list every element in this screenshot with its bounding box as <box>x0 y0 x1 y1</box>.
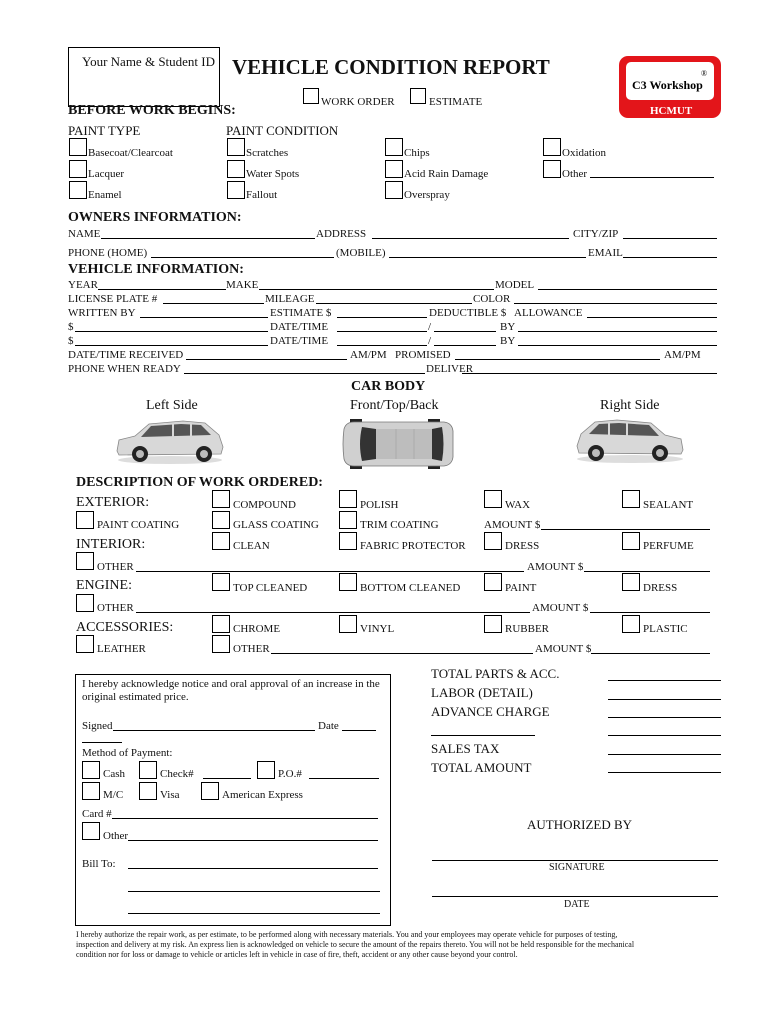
model-field[interactable] <box>538 289 717 290</box>
fallout-checkbox[interactable] <box>227 181 245 199</box>
owner-name-field[interactable] <box>101 238 315 239</box>
vehicle-heading: VEHICLE INFORMATION: <box>68 262 244 277</box>
oxidation-label: Oxidation <box>562 147 606 159</box>
engine-dress-label: DRESS <box>643 582 678 594</box>
left-side-label: Left Side <box>146 398 198 413</box>
engine-paint-checkbox[interactable] <box>484 573 502 591</box>
oxidation-checkbox[interactable] <box>543 138 561 156</box>
mobile-label: (MOBILE) <box>336 247 386 259</box>
work-order-checkbox[interactable] <box>303 88 319 104</box>
ack-date-field[interactable] <box>342 730 376 731</box>
po-label: P.O.# <box>278 768 302 780</box>
plastic-checkbox[interactable] <box>622 615 640 633</box>
method-payment-label: Method of Payment: <box>82 747 173 759</box>
phone-ready-label: PHONE WHEN READY <box>68 363 181 375</box>
year-label: YEAR <box>68 279 98 291</box>
datetime-field-1b[interactable] <box>434 331 496 332</box>
scratches-checkbox[interactable] <box>227 138 245 156</box>
amex-checkbox[interactable] <box>201 782 219 800</box>
work-order-label: WORK ORDER <box>321 96 395 108</box>
basecoat-label: Basecoat/Clearcoat <box>88 147 173 159</box>
promised-ampm: AM/PM <box>664 349 701 361</box>
acid-rain-checkbox[interactable] <box>385 160 403 178</box>
engine-other-field[interactable] <box>136 612 530 613</box>
mc-checkbox[interactable] <box>82 782 100 800</box>
po-checkbox[interactable] <box>257 761 275 779</box>
estimate-amount-field[interactable] <box>337 317 427 318</box>
footer-text-line2: inspection and delivery at my risk. An express lien is acknowledged on vehicle to secure the amount of the repairs thereto. You will not be held responsible for the mechanical <box>76 940 635 949</box>
basecoat-checkbox[interactable] <box>69 138 87 156</box>
ack-date-label: Date <box>318 720 339 732</box>
top-cleaned-checkbox[interactable] <box>212 573 230 591</box>
logo-text: C3 Workshop <box>632 78 703 92</box>
total-parts-label: TOTAL PARTS & ACC. <box>431 666 560 681</box>
bill-to-label: Bill To: <box>82 858 116 870</box>
rubber-label: RUBBER <box>505 623 550 635</box>
by-label-1: BY <box>500 321 516 333</box>
glass-coating-checkbox[interactable] <box>212 511 230 529</box>
top-cleaned-label: TOP CLEANED <box>233 582 308 594</box>
footer-text-line3: condition nor for loss or damage to vehicle or articles left in vehicle in case of fire, theft, accident or any other cause beyond your control. <box>76 950 518 959</box>
other-paint-field[interactable] <box>590 177 714 178</box>
make-label: MAKE <box>226 279 259 291</box>
sealant-label: SEALANT <box>643 499 694 511</box>
before-work-heading: BEFORE WORK BEGINS: <box>68 103 236 118</box>
engine-amount-field[interactable] <box>590 612 710 613</box>
total-amount-label: TOTAL AMOUNT <box>431 760 532 775</box>
phone-ready-field[interactable] <box>184 373 425 374</box>
check-checkbox[interactable] <box>139 761 157 779</box>
fabric-protector-checkbox[interactable] <box>339 532 357 550</box>
car-top-view-diagram[interactable] <box>340 417 456 471</box>
slash-2: / <box>428 335 432 347</box>
engine-paint-label: PAINT <box>505 582 537 594</box>
compound-checkbox[interactable] <box>212 490 230 508</box>
fabric-protector-label: FABRIC PROTECTOR <box>360 540 466 552</box>
engine-other-label: OTHER <box>97 602 134 614</box>
datetime-label-2: DATE/TIME <box>270 335 329 347</box>
bottom-cleaned-label: BOTTOM CLEANED <box>360 582 461 594</box>
blank-total-amount-field[interactable] <box>608 735 721 736</box>
signed-label: Signed <box>82 720 113 732</box>
datetime-field-1a[interactable] <box>337 331 427 332</box>
chrome-checkbox[interactable] <box>212 615 230 633</box>
water-spots-checkbox[interactable] <box>227 160 245 178</box>
paint-coating-checkbox[interactable] <box>76 511 94 529</box>
interior-other-field[interactable] <box>136 571 524 572</box>
interior-amount-label: AMOUNT $ <box>527 561 584 573</box>
datetime-field-2a[interactable] <box>337 345 427 346</box>
mc-label: M/C <box>103 789 124 801</box>
front-top-back-label: Front/Top/Back <box>350 398 439 413</box>
advance-charge-label: ADVANCE CHARGE <box>431 704 550 719</box>
clean-label: CLEAN <box>233 540 270 552</box>
accessories-label: ACCESSORIES: <box>76 620 174 635</box>
other-payment-field[interactable] <box>128 840 378 841</box>
by-label-2: BY <box>500 335 516 347</box>
leather-label: LEATHER <box>97 643 146 655</box>
leather-checkbox[interactable] <box>76 635 94 653</box>
interior-dress-checkbox[interactable] <box>484 532 502 550</box>
total-parts-field[interactable] <box>608 680 721 681</box>
interior-other-label: OTHER <box>97 561 134 573</box>
paint-coating-label: PAINT COATING <box>97 519 180 531</box>
datetime-field-2b[interactable] <box>434 345 496 346</box>
exterior-label: EXTERIOR: <box>76 495 150 510</box>
wax-checkbox[interactable] <box>484 490 502 508</box>
received-field[interactable] <box>186 359 347 360</box>
exterior-amount-field[interactable] <box>541 529 710 530</box>
card-number-field[interactable] <box>112 818 378 819</box>
signature-field[interactable] <box>432 860 718 861</box>
owners-heading: OWNERS INFORMATION: <box>68 210 242 225</box>
labor-label: LABOR (DETAIL) <box>431 685 533 700</box>
scratches-label: Scratches <box>246 147 289 159</box>
color-field[interactable] <box>514 303 717 304</box>
authorized-by-label: AUTHORIZED BY <box>527 817 633 832</box>
written-by-label: WRITTEN BY <box>68 307 136 319</box>
email-label: EMAIL <box>588 247 623 259</box>
vinyl-label: VINYL <box>360 623 395 635</box>
received-ampm: AM/PM <box>350 349 387 361</box>
slash-1: / <box>428 321 432 333</box>
interior-label: INTERIOR: <box>76 537 146 552</box>
paint-condition-label: PAINT CONDITION <box>226 123 339 138</box>
wax-label: WAX <box>505 499 531 511</box>
chips-checkbox[interactable] <box>385 138 403 156</box>
received-label: DATE/TIME RECEIVED <box>68 349 184 361</box>
date-field[interactable] <box>432 896 718 897</box>
plastic-label: PLASTIC <box>643 623 688 635</box>
enamel-checkbox[interactable] <box>69 181 87 199</box>
compound-label: COMPOUND <box>233 499 296 511</box>
trim-coating-checkbox[interactable] <box>339 511 357 529</box>
engine-other-checkbox[interactable] <box>76 594 94 612</box>
date-label: DATE <box>564 899 590 910</box>
owner-name-label: NAME <box>68 228 101 240</box>
model-label: MODEL <box>495 279 535 291</box>
advance-charge-field[interactable] <box>608 717 721 718</box>
by-field-1[interactable] <box>518 331 717 332</box>
accessories-other-label: OTHER <box>233 643 270 655</box>
datetime-label-1: DATE/TIME <box>270 321 329 333</box>
lacquer-checkbox[interactable] <box>69 160 87 178</box>
promised-label: PROMISED <box>395 349 451 361</box>
fallout-label: Fallout <box>246 189 278 201</box>
owner-cityzip-field[interactable] <box>623 238 717 239</box>
footer-text-line1: I hereby authorize the repair work, as per estimate, to be performed along with necessary materials. You and your employees may operate vehicle for purposes of testing, <box>76 930 618 939</box>
enamel-label: Enamel <box>88 189 122 201</box>
check-label: Check# <box>160 768 194 780</box>
interior-dress-label: DRESS <box>505 540 540 552</box>
exterior-amount-label: AMOUNT $ <box>484 519 541 531</box>
perfume-label: PERFUME <box>643 540 694 552</box>
other-payment-checkbox[interactable] <box>82 822 100 840</box>
acid-rain-label: Acid Rain Damage <box>404 168 489 180</box>
right-side-label: Right Side <box>600 398 660 413</box>
overspray-checkbox[interactable] <box>385 181 403 199</box>
glass-coating-label: GLASS COATING <box>233 519 319 531</box>
polish-checkbox[interactable] <box>339 490 357 508</box>
car-right-side-diagram[interactable] <box>572 412 688 464</box>
chips-label: Chips <box>404 147 430 159</box>
sales-tax-label: SALES TAX <box>431 741 500 756</box>
total-amount-field[interactable] <box>608 772 721 773</box>
dollar-label-1: $ <box>68 321 74 333</box>
signature-label: SIGNATURE <box>549 862 605 873</box>
c3-workshop-logo <box>619 56 721 118</box>
other-paint-checkbox[interactable] <box>543 160 561 178</box>
car-body-heading: CAR BODY <box>351 379 426 394</box>
engine-amount-label: AMOUNT $ <box>532 602 589 614</box>
dollar-label-2: $ <box>68 335 74 347</box>
logo-registered: ® <box>701 69 708 78</box>
paint-type-label: PAINT TYPE <box>68 123 141 138</box>
vinyl-checkbox[interactable] <box>339 615 357 633</box>
work-ordered-heading: DESCRIPTION OF WORK ORDERED: <box>76 475 323 490</box>
accessories-other-checkbox[interactable] <box>212 635 230 653</box>
deliver-field[interactable] <box>462 373 717 374</box>
sales-tax-field[interactable] <box>608 754 721 755</box>
accessories-amount-field[interactable] <box>591 653 710 654</box>
email-field[interactable] <box>623 257 717 258</box>
water-spots-label: Water Spots <box>246 168 300 180</box>
phone-home-field[interactable] <box>151 257 334 258</box>
bill-to-field-3[interactable] <box>128 913 380 914</box>
engine-label: ENGINE: <box>76 578 132 593</box>
other-paint-label: Other <box>562 168 588 180</box>
rubber-checkbox[interactable] <box>484 615 502 633</box>
mobile-field[interactable] <box>389 257 586 258</box>
owner-address-field[interactable] <box>372 238 569 239</box>
interior-other-checkbox[interactable] <box>76 552 94 570</box>
estimate-checkbox[interactable] <box>410 88 426 104</box>
labor-field[interactable] <box>608 699 721 700</box>
mileage-field[interactable] <box>316 303 472 304</box>
estimate-label: ESTIMATE <box>429 96 483 108</box>
polish-label: POLISH <box>360 499 399 511</box>
estimate-amount-label: ESTIMATE $ <box>270 307 332 319</box>
check-number-field[interactable] <box>203 778 251 779</box>
signed-field[interactable] <box>113 730 315 731</box>
engine-dress-checkbox[interactable] <box>622 573 640 591</box>
deductible-label: DEDUCTIBLE $ <box>429 307 507 319</box>
cash-label: Cash <box>103 768 125 780</box>
accessories-amount-label: AMOUNT $ <box>535 643 592 655</box>
owner-address-label: ADDRESS <box>316 228 367 240</box>
lacquer-label: Lacquer <box>88 168 125 180</box>
perfume-checkbox[interactable] <box>622 532 640 550</box>
accessories-other-field[interactable] <box>271 653 533 654</box>
allowance-label: ALLOWANCE <box>514 307 583 319</box>
phone-home-label: PHONE (HOME) <box>68 247 148 259</box>
bill-to-field-1[interactable] <box>128 868 378 869</box>
po-number-field[interactable] <box>309 778 379 779</box>
card-label: Card # <box>82 808 112 820</box>
other-payment-label: Other <box>103 830 129 842</box>
allowance-field[interactable] <box>587 317 717 318</box>
by-field-2[interactable] <box>518 345 717 346</box>
license-plate-field[interactable] <box>163 303 264 304</box>
license-plate-label: LICENSE PLATE # <box>68 293 158 305</box>
visa-label: Visa <box>160 789 180 801</box>
color-label: COLOR <box>473 293 511 305</box>
overspray-label: Overspray <box>404 189 450 201</box>
bottom-cleaned-checkbox[interactable] <box>339 573 357 591</box>
clean-checkbox[interactable] <box>212 532 230 550</box>
make-field[interactable] <box>259 289 494 290</box>
chrome-label: CHROME <box>233 623 281 635</box>
bill-to-field-2[interactable] <box>128 891 380 892</box>
name-box-label: Your Name & Student ID <box>82 54 216 69</box>
interior-amount-field[interactable] <box>584 571 710 572</box>
promised-field[interactable] <box>455 359 660 360</box>
car-left-side-diagram[interactable] <box>113 413 228 465</box>
deliver-label: DELIVER <box>426 363 474 375</box>
dollar-field-1[interactable] <box>75 331 268 332</box>
ack-text-line1: I hereby acknowledge notice and oral approval of an increase in the <box>82 678 380 690</box>
written-by-field[interactable] <box>140 317 268 318</box>
logo-subtext: HCMUT <box>650 105 693 117</box>
visa-checkbox[interactable] <box>139 782 157 800</box>
mileage-label: MILEAGE <box>265 293 315 305</box>
sealant-checkbox[interactable] <box>622 490 640 508</box>
trim-coating-label: TRIM COATING <box>360 519 439 531</box>
amex-label: American Express <box>222 789 303 801</box>
blank-total-field[interactable] <box>431 735 535 736</box>
ack-date-field-cont[interactable] <box>82 742 122 743</box>
owner-cityzip-label: CITY/ZIP <box>573 228 619 240</box>
cash-checkbox[interactable] <box>82 761 100 779</box>
ack-text-line2: original estimated price. <box>82 691 189 703</box>
page-title: VEHICLE CONDITION REPORT <box>232 55 550 79</box>
dollar-field-2[interactable] <box>75 345 268 346</box>
year-field[interactable] <box>98 289 226 290</box>
